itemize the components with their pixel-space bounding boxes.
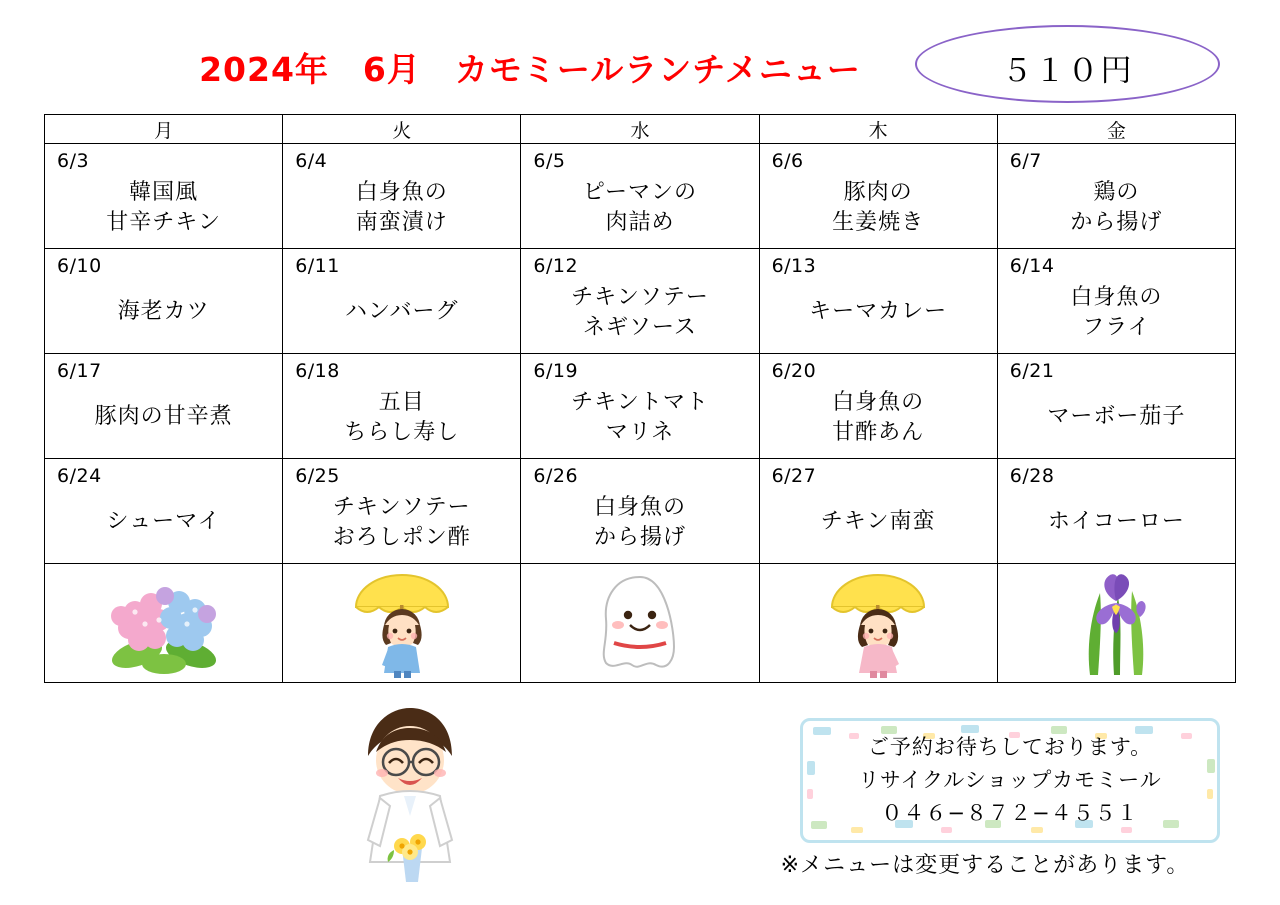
dish-line: 韓国風	[129, 180, 199, 205]
cell-date: 6/17	[57, 360, 102, 382]
dish-line: 白身魚の	[593, 495, 686, 520]
menu-cell	[283, 354, 521, 459]
cell-dish	[283, 388, 520, 448]
menu-cell	[521, 459, 759, 564]
cell-dish	[521, 388, 758, 448]
dish-line: 甘酢あん	[832, 420, 925, 445]
cell-date: 6/18	[295, 360, 340, 382]
menu-cell	[283, 249, 521, 354]
cell-date: 6/28	[1009, 465, 1055, 487]
dish-line: ピーマンの	[582, 180, 698, 205]
cell-dish	[521, 283, 758, 343]
table-row	[45, 459, 1236, 564]
dish-line: フライ	[1082, 315, 1151, 340]
table-row	[45, 144, 1236, 249]
price-label: ５１０円	[1001, 53, 1134, 89]
table-row	[45, 354, 1236, 459]
cell-dish	[45, 178, 282, 238]
cell-date: 6/13	[771, 255, 817, 277]
dish-line: 南蛮漬け	[355, 210, 448, 235]
dish-line: ちらし寿し	[344, 420, 460, 445]
cell-dish	[283, 178, 520, 238]
cell-dish	[998, 507, 1235, 537]
menu-cell	[997, 249, 1235, 354]
dish-line: 豚肉の甘辛煮	[94, 404, 233, 429]
dish-line: 白身魚の	[832, 390, 925, 415]
teru-teru-bozu-icon	[521, 564, 758, 682]
dish-line: ハンバーグ	[345, 299, 459, 324]
hydrangea-icon	[45, 564, 282, 682]
cell-date: 6/5	[533, 150, 566, 172]
contact-line-reservation: ご予約お待ちしております。	[867, 735, 1153, 759]
dish-line: チキントマト	[571, 390, 709, 415]
column-header-fri: 金	[997, 115, 1235, 144]
girl-with-yellow-umbrella-icon	[760, 564, 997, 682]
dish-line: マーボー茄子	[1047, 404, 1186, 429]
contact-line-shopname: リサイクルショップカモミール	[858, 768, 1162, 792]
menu-cell	[45, 144, 283, 249]
dish-line: チキンソテー	[571, 285, 709, 310]
page-title: 2024年 6月 カモミールランチメニュー	[199, 50, 861, 89]
menu-cell	[283, 459, 521, 564]
table-header-row	[45, 115, 1236, 144]
cell-dish	[283, 493, 520, 553]
dish-line: 豚肉の	[843, 180, 913, 205]
cell-date: 6/10	[57, 255, 102, 277]
menu-cell	[759, 459, 997, 564]
menu-cell	[521, 249, 759, 354]
girl-with-yellow-umbrella-icon	[283, 564, 520, 682]
dish-line: シューマイ	[106, 509, 221, 534]
cell-dish	[760, 507, 997, 537]
menu-cell	[521, 354, 759, 459]
illustration-cell	[45, 564, 283, 683]
dish-line: 海老カツ	[117, 299, 210, 324]
dish-line: 白身魚の	[1070, 285, 1163, 310]
dish-line: ネギソース	[583, 315, 697, 340]
cell-date: 6/21	[1009, 360, 1055, 382]
illustration-row	[45, 564, 1236, 683]
dish-line: チキンソテー	[332, 495, 471, 520]
dish-line: 白身魚の	[355, 180, 448, 205]
cell-date: 6/24	[57, 465, 102, 487]
menu-cell	[521, 144, 759, 249]
cell-date: 6/20	[771, 360, 817, 382]
dish-line: 生姜焼き	[832, 210, 925, 235]
menu-cell	[283, 144, 521, 249]
cell-dish	[760, 388, 997, 448]
dish-line: マリネ	[605, 420, 675, 445]
cell-dish	[760, 178, 997, 238]
menu-cell	[997, 144, 1235, 249]
illustration-cell	[997, 564, 1235, 683]
menu-cell	[997, 459, 1235, 564]
cell-date: 6/6	[771, 150, 804, 172]
dish-line: から揚げ	[593, 525, 686, 550]
boy-with-flowers-icon	[330, 700, 490, 900]
dish-line: 肉詰め	[605, 210, 675, 235]
menu-change-note: ※メニューは変更することがあります。	[780, 853, 1190, 878]
cell-date: 6/3	[57, 150, 90, 172]
cell-date: 6/25	[295, 465, 340, 487]
menu-cell	[45, 354, 283, 459]
dish-line: おろしポン酢	[332, 525, 471, 550]
cell-date: 6/12	[533, 255, 579, 277]
menu-cell	[759, 249, 997, 354]
cell-dish	[760, 297, 997, 327]
cell-date: 6/26	[533, 465, 579, 487]
cell-dish	[521, 493, 758, 553]
cell-dish	[998, 283, 1235, 343]
dish-line: 鶏の	[1093, 180, 1140, 205]
menu-cell	[997, 354, 1235, 459]
illustration-cell	[283, 564, 521, 683]
menu-cell	[759, 354, 997, 459]
cell-date: 6/4	[295, 150, 328, 172]
illustration-cell	[521, 564, 759, 683]
cell-dish	[283, 297, 520, 327]
cell-dish	[45, 297, 282, 327]
dish-line: チキン南蛮	[820, 509, 936, 534]
dish-line: 甘辛チキン	[106, 210, 221, 235]
cell-dish	[45, 402, 282, 432]
cell-dish	[998, 402, 1235, 432]
contact-line-phone: ０４６−８７２−４５５１	[881, 801, 1139, 825]
menu-cell	[759, 144, 997, 249]
dish-line: から揚げ	[1070, 210, 1163, 235]
column-header-mon: 月	[45, 115, 283, 144]
cell-date: 6/27	[771, 465, 817, 487]
dish-line: ホイコーロー	[1047, 509, 1185, 534]
dish-line: 五目	[378, 390, 425, 415]
contact-text	[800, 718, 1220, 843]
cell-date: 6/14	[1009, 255, 1055, 277]
illustration-cell	[759, 564, 997, 683]
dish-line: キーマカレー	[809, 299, 948, 324]
cell-date: 6/19	[533, 360, 579, 382]
menu-cell	[45, 459, 283, 564]
page-header	[0, 0, 1280, 110]
cell-date: 6/11	[295, 255, 340, 277]
cell-dish	[998, 178, 1235, 238]
cell-dish	[521, 178, 758, 238]
cell-date: 6/7	[1009, 150, 1042, 172]
cell-dish	[45, 507, 282, 537]
column-header-tue: 火	[283, 115, 521, 144]
table-row	[45, 249, 1236, 354]
menu-cell	[45, 249, 283, 354]
iris-flower-icon	[998, 564, 1235, 682]
column-header-thu: 木	[759, 115, 997, 144]
menu-table	[44, 114, 1236, 683]
column-header-wed: 水	[521, 115, 759, 144]
